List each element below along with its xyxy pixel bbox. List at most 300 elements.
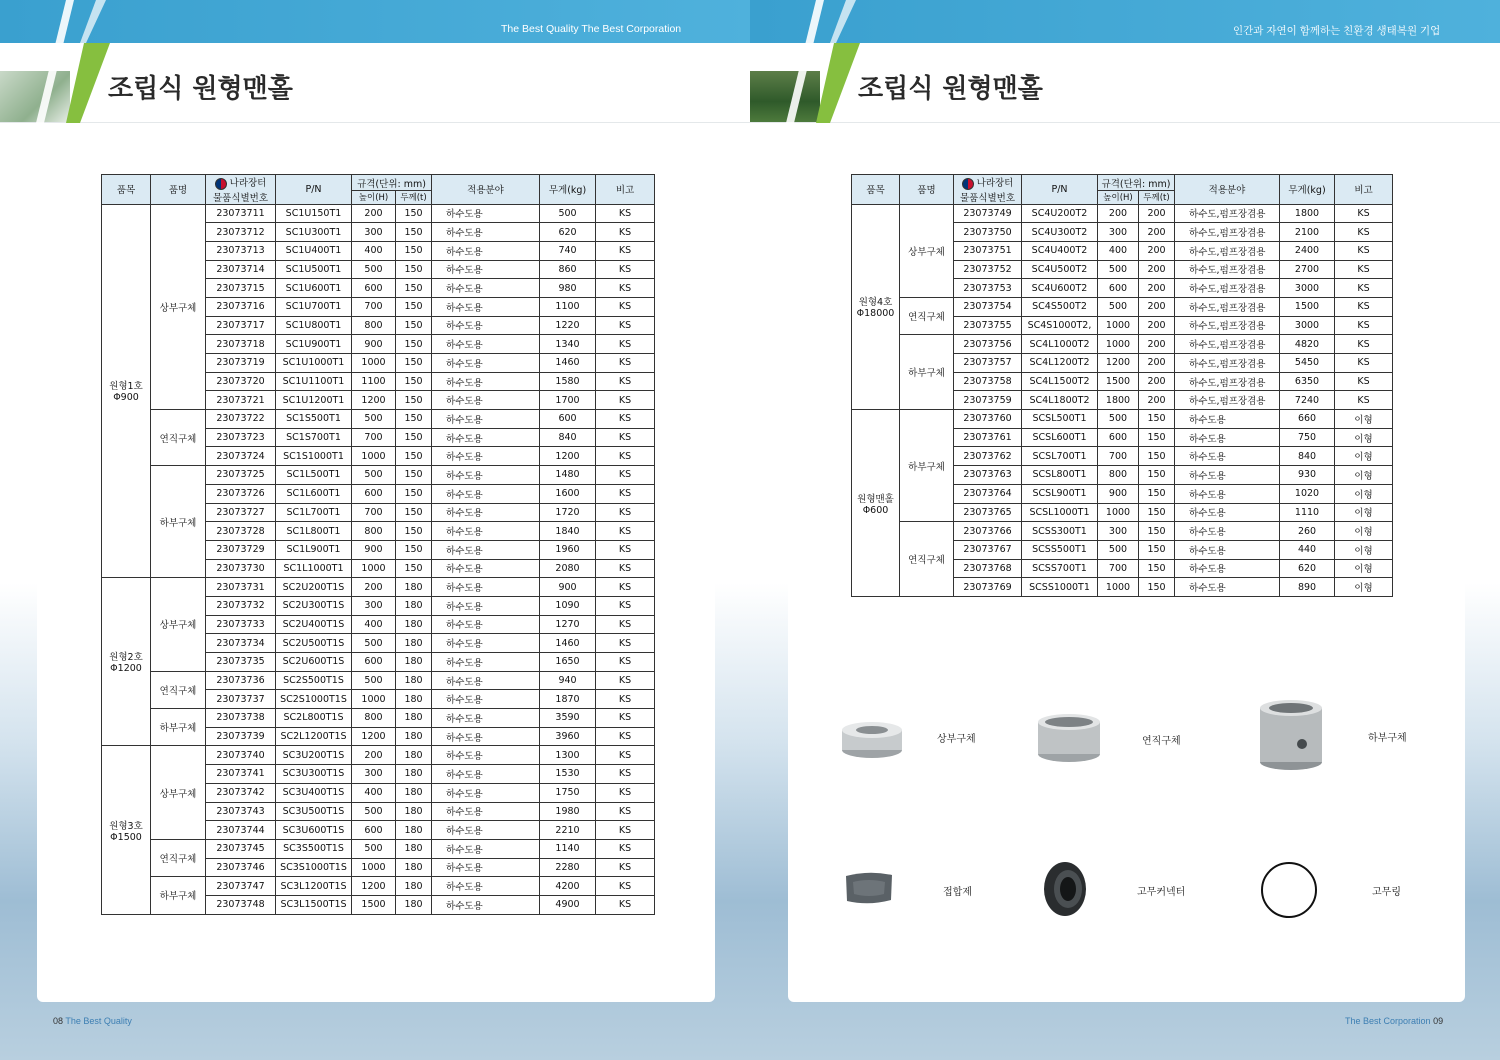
nara-id-cell: 23073727	[206, 503, 276, 522]
field-cell: 하수도용	[432, 839, 540, 858]
thick-cell: 200	[1139, 279, 1175, 298]
header-stripes-left	[0, 0, 110, 123]
height-cell: 1500	[352, 895, 396, 914]
thick-cell: 150	[396, 540, 432, 559]
table-row	[102, 839, 655, 858]
weight-cell: 2700	[1280, 260, 1335, 279]
thick-cell: 150	[1139, 447, 1175, 466]
field-cell: 하수도용	[432, 578, 540, 597]
weight-cell: 2210	[540, 821, 596, 840]
thick-cell: 150	[1139, 559, 1175, 578]
thick-cell: 150	[396, 204, 432, 223]
weight-cell: 1580	[540, 372, 596, 391]
thick-cell: 180	[396, 653, 432, 672]
field-cell: 하수도,펌프장겸용	[1175, 354, 1280, 373]
nara-id-cell: 23073711	[206, 204, 276, 223]
pn-cell: SC1S1000T1	[276, 447, 352, 466]
col-header-name: 품명	[900, 175, 954, 205]
weight-cell: 1340	[540, 335, 596, 354]
height-cell: 700	[1098, 559, 1139, 578]
nara-id-cell: 23073736	[206, 671, 276, 690]
height-cell: 500	[352, 802, 396, 821]
height-cell: 1200	[1098, 354, 1139, 373]
height-cell: 300	[352, 596, 396, 615]
field-cell: 하수도용	[432, 335, 540, 354]
weight-cell: 500	[540, 204, 596, 223]
thick-cell: 180	[396, 634, 432, 653]
thick-cell: 150	[396, 410, 432, 429]
thick-cell: 150	[1139, 578, 1175, 597]
thick-cell: 180	[396, 895, 432, 914]
pn-cell: SCSS500T1	[1022, 540, 1098, 559]
weight-cell: 1460	[540, 354, 596, 373]
height-cell: 300	[352, 223, 396, 242]
weight-cell: 2080	[540, 559, 596, 578]
pn-cell: SC1L700T1	[276, 503, 352, 522]
field-cell: 하수도용	[432, 503, 540, 522]
pn-cell: SC4S1000T2,	[1022, 316, 1098, 335]
height-cell: 800	[352, 709, 396, 728]
note-cell: KS	[596, 783, 655, 802]
height-cell: 200	[352, 746, 396, 765]
note-cell: KS	[596, 428, 655, 447]
field-cell: 하수도,펌프장겸용	[1175, 260, 1280, 279]
weight-cell: 1600	[540, 484, 596, 503]
part-name-cell: 하부구체	[900, 335, 954, 410]
note-cell: KS	[596, 765, 655, 784]
footer-text-left: The Best Quality	[65, 1016, 132, 1026]
pn-cell: SC2S1000T1S	[276, 690, 352, 709]
note-cell: 이형	[1335, 503, 1393, 522]
col-header-name: 품명	[151, 175, 206, 205]
part-label-connector: 고무커넥터	[1137, 887, 1186, 898]
field-cell: 하수도용	[432, 821, 540, 840]
nara-id-cell: 23073753	[954, 279, 1022, 298]
thick-cell: 200	[1139, 223, 1175, 242]
weight-cell: 7240	[1280, 391, 1335, 410]
thick-cell: 150	[396, 241, 432, 260]
part-name-cell: 연직구체	[151, 839, 206, 876]
field-cell: 하수도용	[432, 279, 540, 298]
table-row	[852, 522, 1393, 541]
note-cell: KS	[596, 858, 655, 877]
nara-id-cell: 23073733	[206, 615, 276, 634]
note-cell: KS	[596, 746, 655, 765]
pn-cell: SC1S500T1	[276, 410, 352, 429]
field-cell: 하수도용	[432, 765, 540, 784]
note-cell: KS	[596, 372, 655, 391]
col-header-thick: 두께(t)	[1139, 191, 1175, 204]
part-name-cell: 연직구체	[900, 297, 954, 334]
field-cell: 하수도용	[432, 260, 540, 279]
thick-cell: 150	[1139, 484, 1175, 503]
thick-cell: 200	[1139, 354, 1175, 373]
weight-cell: 5450	[1280, 354, 1335, 373]
weight-cell: 1960	[540, 540, 596, 559]
table-row	[102, 466, 655, 485]
part-label-ring: 고무링	[1372, 887, 1401, 898]
thick-cell: 180	[396, 615, 432, 634]
nara-id-cell: 23073726	[206, 484, 276, 503]
note-cell: 이형	[1335, 447, 1393, 466]
thick-cell: 150	[396, 223, 432, 242]
pn-cell: SC3U300T1S	[276, 765, 352, 784]
height-cell: 1000	[352, 858, 396, 877]
pn-cell: SCSL600T1	[1022, 428, 1098, 447]
col-header-spec: 규격(단위: mm)	[1098, 175, 1175, 191]
nara-id-cell: 23073760	[954, 410, 1022, 429]
weight-cell: 1090	[540, 596, 596, 615]
field-cell: 하수도용	[432, 522, 540, 541]
nara-id-cell: 23073722	[206, 410, 276, 429]
thick-cell: 150	[1139, 466, 1175, 485]
col-header-height: 높이(H)	[352, 191, 396, 204]
weight-cell: 2280	[540, 858, 596, 877]
group-cell	[102, 746, 151, 914]
korea-flag-icon	[962, 178, 974, 190]
sealant-image	[843, 870, 895, 906]
thick-cell: 150	[1139, 540, 1175, 559]
pn-cell: SC3S1000T1S	[276, 858, 352, 877]
note-cell: KS	[596, 821, 655, 840]
nara-id-cell: 23073731	[206, 578, 276, 597]
nara-id-cell: 23073767	[954, 540, 1022, 559]
field-cell: 하수도용	[432, 428, 540, 447]
note-cell: KS	[1335, 335, 1393, 354]
field-cell: 하수도용	[432, 559, 540, 578]
thick-cell: 180	[396, 839, 432, 858]
nara-id-cell: 23073764	[954, 484, 1022, 503]
table-row	[852, 204, 1393, 223]
height-cell: 500	[1098, 410, 1139, 429]
weight-cell: 1140	[540, 839, 596, 858]
note-cell: KS	[596, 522, 655, 541]
field-cell: 하수도,펌프장겸용	[1175, 391, 1280, 410]
height-cell: 500	[352, 671, 396, 690]
group-cell	[852, 410, 900, 597]
nara-id-cell: 23073714	[206, 260, 276, 279]
thick-cell: 180	[396, 802, 432, 821]
group-label: 원형맨홀	[857, 493, 894, 505]
height-cell: 500	[1098, 297, 1139, 316]
weight-cell: 1720	[540, 503, 596, 522]
page-number-left: 08	[53, 1016, 64, 1026]
pn-cell: SC1U900T1	[276, 335, 352, 354]
nara-id-cell: 23073720	[206, 372, 276, 391]
pn-cell: SCSS300T1	[1022, 522, 1098, 541]
col-header-weight: 무게(kg)	[1280, 175, 1335, 205]
height-cell: 1500	[1098, 372, 1139, 391]
weight-cell: 940	[540, 671, 596, 690]
weight-cell: 1300	[540, 746, 596, 765]
thick-cell: 180	[396, 746, 432, 765]
col-header-nara: 나라장터 물품식별번호	[206, 175, 276, 205]
weight-cell: 840	[540, 428, 596, 447]
note-cell: KS	[596, 503, 655, 522]
note-cell: KS	[1335, 260, 1393, 279]
page-number-right: 09	[1433, 1016, 1444, 1026]
thick-cell: 150	[396, 316, 432, 335]
pn-cell: SCSL700T1	[1022, 447, 1098, 466]
pn-cell: SC1S700T1	[276, 428, 352, 447]
nara-id-cell: 23073717	[206, 316, 276, 335]
note-cell: KS	[596, 559, 655, 578]
note-cell: KS	[1335, 372, 1393, 391]
height-cell: 500	[352, 410, 396, 429]
thick-cell: 150	[396, 297, 432, 316]
field-cell: 하수도용	[432, 204, 540, 223]
weight-cell: 3960	[540, 727, 596, 746]
height-cell: 600	[352, 653, 396, 672]
thick-cell: 180	[396, 858, 432, 877]
group-label: 원형4호	[858, 297, 893, 309]
field-cell: 하수도,펌프장겸용	[1175, 297, 1280, 316]
field-cell: 하수도,펌프장겸용	[1175, 204, 1280, 223]
note-cell: 이형	[1335, 578, 1393, 597]
weight-cell: 890	[1280, 578, 1335, 597]
note-cell: KS	[596, 895, 655, 914]
height-cell: 1000	[1098, 578, 1139, 597]
thick-cell: 180	[396, 877, 432, 896]
nara-id-cell: 23073750	[954, 223, 1022, 242]
thick-cell: 200	[1139, 241, 1175, 260]
note-cell: KS	[596, 410, 655, 429]
note-cell: KS	[596, 354, 655, 373]
part-name-cell: 연직구체	[151, 410, 206, 466]
pn-cell: SC4U500T2	[1022, 260, 1098, 279]
table-row	[852, 297, 1393, 316]
field-cell: 하수도용	[432, 709, 540, 728]
nara-id-cell: 23073766	[954, 522, 1022, 541]
field-cell: 하수도용	[432, 316, 540, 335]
note-cell: 이형	[1335, 522, 1393, 541]
weight-cell: 620	[540, 223, 596, 242]
field-cell: 하수도,펌프장겸용	[1175, 316, 1280, 335]
height-cell: 400	[352, 241, 396, 260]
thick-cell: 180	[396, 578, 432, 597]
field-cell: 하수도용	[432, 802, 540, 821]
page-title-left: 조립식 원형맨홀	[108, 74, 293, 104]
nara-id-cell: 23073759	[954, 391, 1022, 410]
thick-cell: 180	[396, 783, 432, 802]
weight-cell: 1460	[540, 634, 596, 653]
footer-left	[53, 1016, 132, 1026]
pn-cell: SC4U300T2	[1022, 223, 1098, 242]
nara-id-cell: 23073715	[206, 279, 276, 298]
height-cell: 700	[352, 503, 396, 522]
height-cell: 1200	[352, 727, 396, 746]
field-cell: 하수도용	[432, 615, 540, 634]
weight-cell: 1500	[1280, 297, 1335, 316]
pn-cell: SC2S500T1S	[276, 671, 352, 690]
note-cell: KS	[596, 297, 655, 316]
pn-cell: SC3L1200T1S	[276, 877, 352, 896]
pn-cell: SC1U1200T1	[276, 391, 352, 410]
pn-cell: SC1U400T1	[276, 241, 352, 260]
group-label: 원형1호	[109, 381, 143, 393]
nara-id-cell: 23073735	[206, 653, 276, 672]
field-cell: 하수도용	[432, 746, 540, 765]
col-header-note: 비고	[1335, 175, 1393, 205]
weight-cell: 750	[1280, 428, 1335, 447]
group-diameter: Φ600	[862, 504, 889, 516]
nara-id-cell: 23073713	[206, 241, 276, 260]
nara-id-cell: 23073724	[206, 447, 276, 466]
note-cell: KS	[596, 241, 655, 260]
weight-cell: 3000	[1280, 316, 1335, 335]
weight-cell: 4820	[1280, 335, 1335, 354]
pn-cell: SC4L1000T2	[1022, 335, 1098, 354]
group-label: 원형3호	[109, 820, 143, 832]
rubber-ring-image	[1260, 861, 1318, 919]
weight-cell: 3000	[1280, 279, 1335, 298]
height-cell: 400	[352, 615, 396, 634]
nara-id-cell: 23073754	[954, 297, 1022, 316]
thick-cell: 150	[396, 372, 432, 391]
pn-cell: SC4L1800T2	[1022, 391, 1098, 410]
weight-cell: 1700	[540, 391, 596, 410]
weight-cell: 1110	[1280, 503, 1335, 522]
note-cell: KS	[596, 653, 655, 672]
note-cell: KS	[1335, 279, 1393, 298]
height-cell: 1000	[1098, 335, 1139, 354]
field-cell: 하수도용	[1175, 540, 1280, 559]
field-cell: 하수도용	[1175, 466, 1280, 485]
thick-cell: 150	[396, 354, 432, 373]
weight-cell: 860	[540, 260, 596, 279]
note-cell: 이형	[1335, 428, 1393, 447]
weight-cell: 930	[1280, 466, 1335, 485]
thick-cell: 180	[396, 671, 432, 690]
height-cell: 800	[352, 316, 396, 335]
pn-cell: SC1U1000T1	[276, 354, 352, 373]
field-cell: 하수도용	[432, 877, 540, 896]
field-cell: 하수도,펌프장겸용	[1175, 335, 1280, 354]
pn-cell: SC1U800T1	[276, 316, 352, 335]
thick-cell: 150	[1139, 503, 1175, 522]
pn-cell: SCSL800T1	[1022, 466, 1098, 485]
pn-cell: SC1U700T1	[276, 297, 352, 316]
nara-id-cell: 23073746	[206, 858, 276, 877]
note-cell: 이형	[1335, 540, 1393, 559]
col-header-thick: 두께(t)	[396, 191, 432, 204]
pn-cell: SC4L1200T2	[1022, 354, 1098, 373]
weight-cell: 260	[1280, 522, 1335, 541]
pn-cell: SC1L1000T1	[276, 559, 352, 578]
thick-cell: 150	[396, 428, 432, 447]
nara-id-cell: 23073718	[206, 335, 276, 354]
nara-id-cell: 23073745	[206, 839, 276, 858]
note-cell: KS	[596, 540, 655, 559]
height-cell: 500	[352, 634, 396, 653]
note-cell: KS	[596, 391, 655, 410]
thick-cell: 150	[396, 503, 432, 522]
part-name-cell: 상부구체	[151, 204, 206, 410]
pn-cell: SC1U500T1	[276, 260, 352, 279]
pn-cell: SC1U600T1	[276, 279, 352, 298]
weight-cell: 6350	[1280, 372, 1335, 391]
pn-cell: SC4U600T2	[1022, 279, 1098, 298]
group-cell	[852, 204, 900, 410]
height-cell: 500	[352, 839, 396, 858]
page-title-right: 조립식 원형맨홀	[858, 74, 1043, 104]
weight-cell: 740	[540, 241, 596, 260]
thick-cell: 180	[396, 821, 432, 840]
note-cell: KS	[596, 634, 655, 653]
nara-id-cell: 23073748	[206, 895, 276, 914]
note-cell: KS	[596, 335, 655, 354]
part-label-straight: 연직구체	[1142, 736, 1181, 747]
height-cell: 800	[1098, 466, 1139, 485]
note-cell: KS	[596, 447, 655, 466]
field-cell: 하수도용	[432, 690, 540, 709]
nara-id-cell: 23073732	[206, 596, 276, 615]
height-cell: 900	[1098, 484, 1139, 503]
col-header-height: 높이(H)	[1098, 191, 1139, 204]
pn-cell: SCSL1000T1	[1022, 503, 1098, 522]
note-cell: KS	[1335, 204, 1393, 223]
thick-cell: 150	[1139, 522, 1175, 541]
spec-table-right	[851, 174, 1393, 597]
nara-id-cell: 23073721	[206, 391, 276, 410]
height-cell: 1200	[352, 877, 396, 896]
note-cell: KS	[596, 204, 655, 223]
lower-body-image	[1258, 698, 1324, 772]
thick-cell: 180	[396, 765, 432, 784]
height-cell: 900	[352, 540, 396, 559]
thick-cell: 150	[396, 522, 432, 541]
weight-cell: 1980	[540, 802, 596, 821]
pn-cell: SC2U500T1S	[276, 634, 352, 653]
note-cell: KS	[1335, 391, 1393, 410]
weight-cell: 1480	[540, 466, 596, 485]
height-cell: 700	[1098, 447, 1139, 466]
field-cell: 하수도용	[432, 895, 540, 914]
col-header-item: 품목	[852, 175, 900, 205]
note-cell: KS	[596, 596, 655, 615]
part-name-cell: 하부구체	[151, 466, 206, 578]
table-row	[102, 671, 655, 690]
height-cell: 600	[1098, 428, 1139, 447]
thick-cell: 180	[396, 709, 432, 728]
thick-cell: 200	[1139, 297, 1175, 316]
pn-cell: SC1L800T1	[276, 522, 352, 541]
note-cell: 이형	[1335, 466, 1393, 485]
weight-cell: 1800	[1280, 204, 1335, 223]
weight-cell: 4900	[540, 895, 596, 914]
col-header-item: 품목	[102, 175, 151, 205]
part-name-cell: 하부구체	[151, 877, 206, 914]
pn-cell: SC2L800T1S	[276, 709, 352, 728]
spec-table-left	[101, 174, 655, 915]
nara-id-cell: 23073734	[206, 634, 276, 653]
height-cell: 500	[352, 466, 396, 485]
pn-cell: SC2U200T1S	[276, 578, 352, 597]
part-name-cell: 상부구체	[151, 578, 206, 671]
note-cell: KS	[596, 802, 655, 821]
field-cell: 하수도용	[1175, 522, 1280, 541]
pn-cell: SC2L1200T1S	[276, 727, 352, 746]
pn-cell: SC3S500T1S	[276, 839, 352, 858]
height-cell: 300	[1098, 522, 1139, 541]
field-cell: 하수도용	[432, 540, 540, 559]
weight-cell: 2400	[1280, 241, 1335, 260]
field-cell: 하수도용	[432, 297, 540, 316]
note-cell: KS	[596, 690, 655, 709]
weight-cell: 600	[540, 410, 596, 429]
height-cell: 1000	[352, 559, 396, 578]
header-band-left	[0, 0, 750, 43]
